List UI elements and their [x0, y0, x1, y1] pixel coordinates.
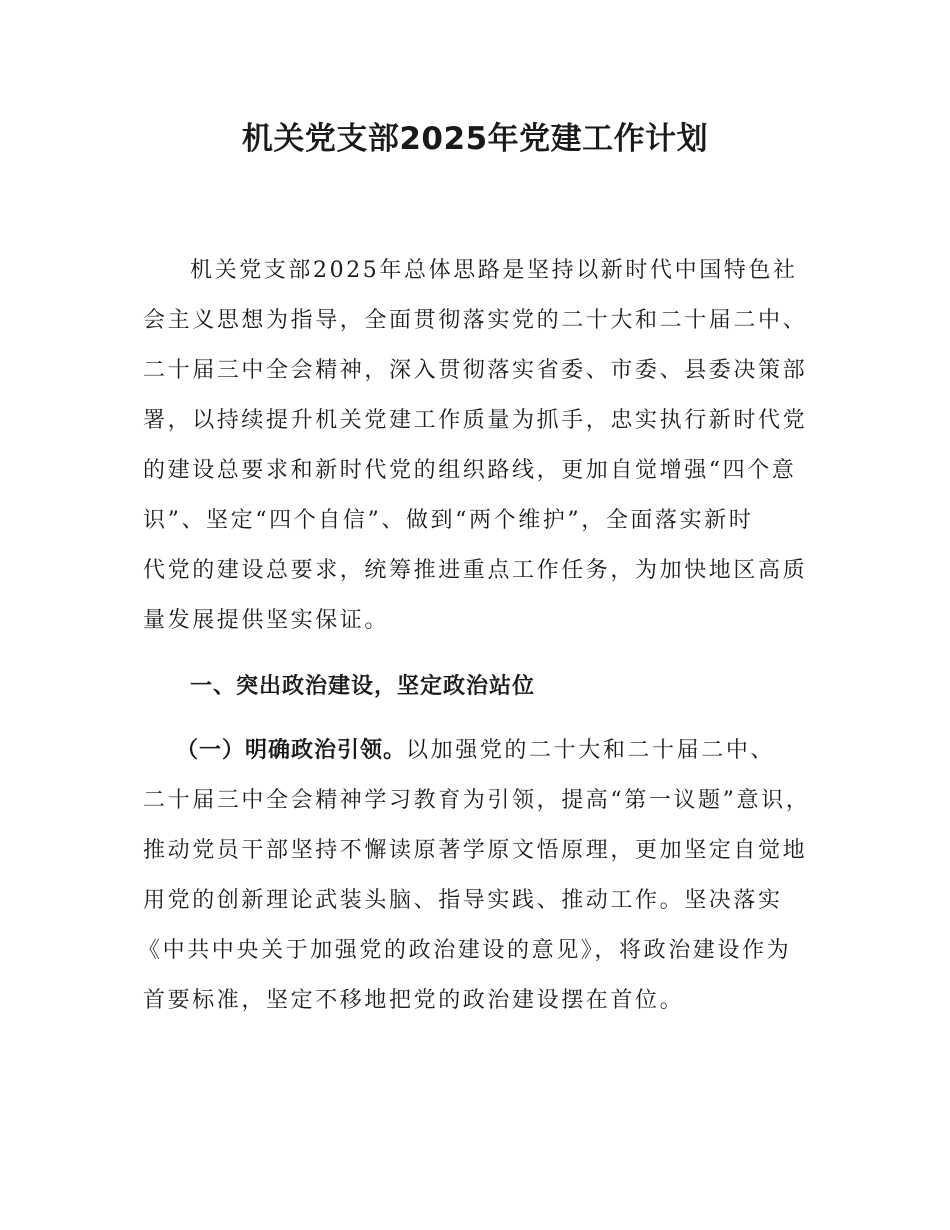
section-heading: 一、突出政治建设，坚定政治站位: [190, 674, 536, 699]
intro-line: 机关党支部2025年总体思路是坚持以新时代中国特色社: [190, 258, 798, 283]
document-title: 机关党支部2025年党建工作计划: [241, 121, 709, 157]
intro-line: 代党的建设总要求，统筹推进重点工作任务，为加快地区高质: [143, 558, 808, 583]
intro-line: 量发展提供坚实保证。: [143, 608, 390, 633]
subsection-line: 首要标准，坚定不移地把党的政治建设摆在首位。: [143, 988, 685, 1013]
subsection-line: 《中共中央关于加强党的政治建设的意见》，将政治建设作为: [138, 938, 792, 963]
subsection-line: 推动党员干部坚持不懈读原著学原文悟原理，更加坚定自觉地: [143, 838, 808, 863]
subsection-text: 以加强党的二十大和二十届二中、: [406, 738, 776, 763]
subsection-label: （一）明确政治引领。: [176, 738, 407, 763]
intro-line: 识”、坚定“四个自信”、做到“两个维护”，全面落实新时: [143, 508, 754, 533]
subsection-line: 用党的创新理论武装头脑、指导实践、推动工作。坚决落实: [143, 888, 783, 913]
subsection-line: 二十届三中全会精神学习教育为引领，提高“第一议题”意识，: [143, 788, 811, 813]
subsection-first-line: [176, 736, 775, 766]
intro-line: 二十届三中全会精神，深入贯彻落实省委、市委、县委决策部: [143, 358, 808, 383]
intro-line: 的建设总要求和新时代党的组织路线，更加自觉增强“四个意: [143, 458, 797, 483]
intro-line: 会主义思想为指导，全面贯彻落实党的二十大和二十届二中、: [143, 308, 808, 333]
intro-line: 署，以持续提升机关党建工作质量为抓手，忠实执行新时代党: [143, 408, 808, 433]
